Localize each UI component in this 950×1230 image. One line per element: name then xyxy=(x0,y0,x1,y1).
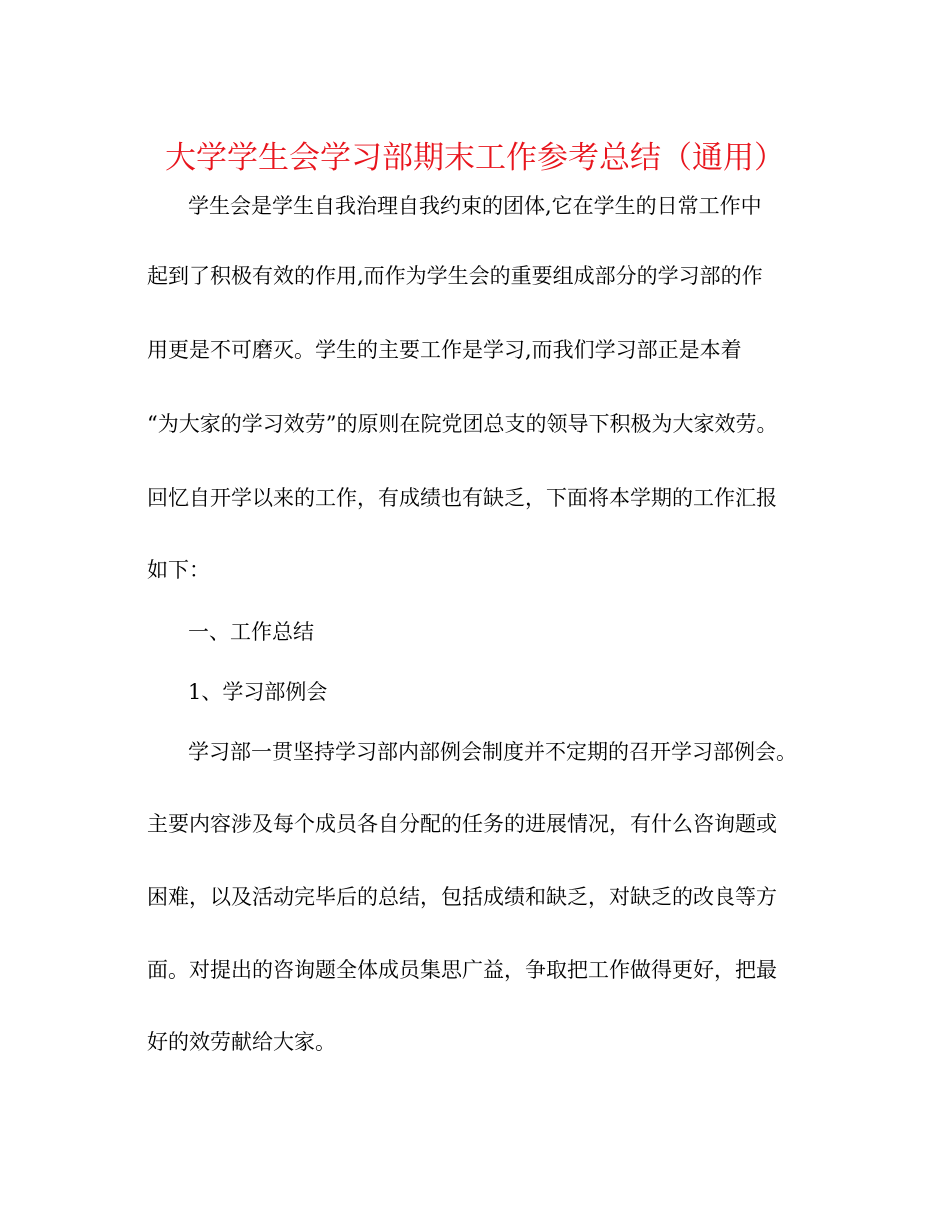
paragraph-line: “为大家的学习效劳”的原则在院党团总支的领导下积极为大家效劳。 xyxy=(147,412,778,436)
subsection-heading: 1、学习部例会 xyxy=(188,680,328,704)
section-heading: 一、工作总结 xyxy=(188,620,314,644)
paragraph-line: 主要内容涉及每个成员各自分配的任务的进展情况，有什么咨询题或 xyxy=(147,812,777,836)
paragraph-line: 好的效劳献给大家。 xyxy=(147,1030,336,1054)
paragraph-line: 面。对提出的咨询题全体成员集思广益，争取把工作做得更好，把最 xyxy=(147,958,777,982)
paragraph-line: 困难，以及活动完毕后的总结，包括成绩和缺乏，对缺乏的改良等方 xyxy=(147,885,777,909)
paragraph-line: 回忆自开学以来的工作，有成绩也有缺乏，下面将本学期的工作汇报 xyxy=(147,486,777,510)
paragraph-line: 用更是不可磨灭。学生的主要工作是学习,而我们学习部正是本着 xyxy=(147,338,742,362)
paragraph-line: 如下： xyxy=(147,558,210,582)
paragraph-line: 学生会是学生自我治理自我约束的团体,它在学生的日常工作中 xyxy=(188,194,762,218)
paragraph-line: 起到了积极有效的作用,而作为学生会的重要组成部分的学习部的作 xyxy=(147,264,763,288)
document-title: 大学学生会学习部期末工作参考总结（通用） xyxy=(165,140,785,176)
paragraph-line: 学习部一贯坚持学习部内部例会制度并不定期的召开学习部例会。 xyxy=(188,740,797,764)
